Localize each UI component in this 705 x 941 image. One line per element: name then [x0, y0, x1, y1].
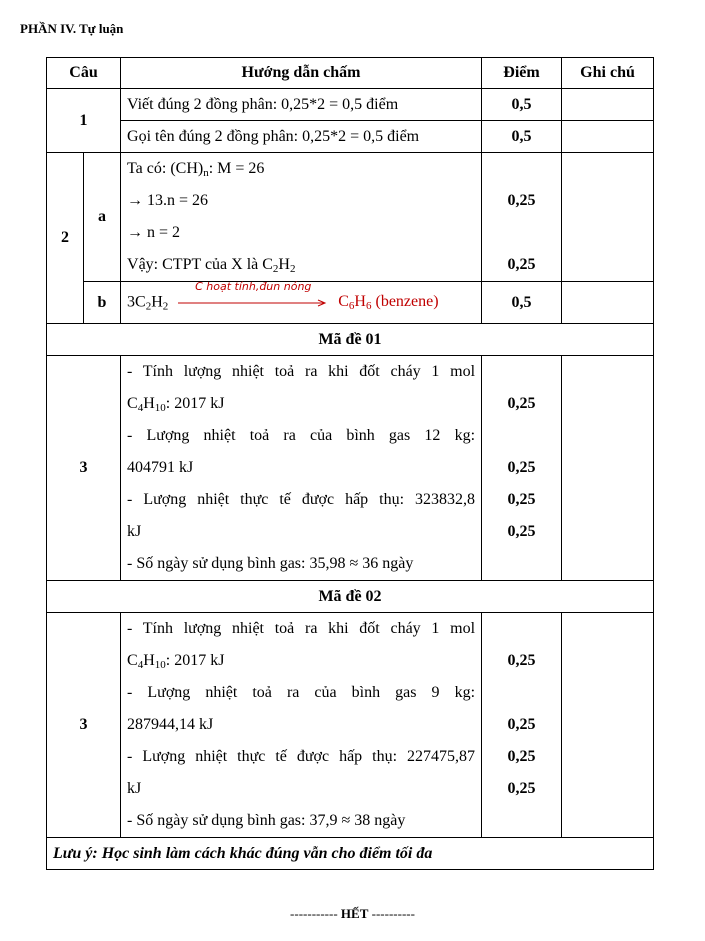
q1-row1-score: 0,5: [482, 89, 562, 121]
de01-line3: - Lượng nhiệt toả ra của bình gas 12 kg:: [127, 427, 476, 444]
q2a-line3: → n = 2: [127, 224, 181, 241]
grading-table: [46, 57, 654, 870]
q2-number: 2: [47, 153, 84, 324]
de02-content: [121, 613, 482, 838]
de02-score1: 0,25: [507, 652, 536, 669]
q2a-scores: [482, 153, 562, 282]
q2b-label: b: [84, 282, 121, 324]
header-ghi-chu: Ghi chú: [562, 58, 654, 89]
table-row: [47, 356, 654, 581]
q2b-score: 0,5: [482, 282, 562, 324]
note-text: Lưu ý: Học sinh làm cách khác đúng vẫn cho điểm tối đa: [47, 838, 654, 870]
q1-row1-text: Viết đúng 2 đồng phân: 0,25*2 = 0,5 điểm: [121, 89, 482, 121]
de01-score3: 0,25: [507, 491, 536, 508]
table-row: [47, 153, 654, 282]
de01-number: 3: [47, 356, 121, 581]
de02-line7: - Số ngày sử dụng bình gas: 37,9 ≈ 38 ngày: [127, 812, 406, 829]
table-row: [47, 121, 654, 153]
de02-line2: $C_4H_{10}$: 2017 kJ: [127, 652, 225, 671]
de02-number: 3: [47, 613, 121, 838]
de02-line4: 287944,14 kJ: [127, 716, 214, 733]
q2a-score1: 0,25: [507, 192, 536, 209]
de01-scores: [482, 356, 562, 581]
de01-content: [121, 356, 482, 581]
de01-line1: - Tính lượng nhiệt toả ra khi đốt cháy 1 mol: [127, 363, 476, 380]
header-cau: Câu: [47, 58, 121, 89]
reaction-product: $C_6H_6$ (benzene): [338, 293, 439, 313]
reaction-condition: C hoạt tính,đun nóng: [195, 279, 312, 293]
q2a-content: [121, 153, 482, 282]
de02-line1: - Tính lượng nhiệt toả ra khi đốt cháy 1 mol: [127, 620, 476, 637]
de01-line2: $C_4H_{10}$: 2017 kJ: [127, 395, 225, 414]
de02-scores: [482, 613, 562, 838]
table-header-row: [47, 58, 654, 89]
q1-row2-note: [562, 121, 654, 153]
de01-note: [562, 356, 654, 581]
de01-score1: 0,25: [507, 395, 536, 412]
q2b-equation: $3C_2H_2$ C hoạt tính,đun nóng $C_6H_6$ (benzene): [121, 282, 482, 324]
table-row: [47, 89, 654, 121]
de02-score3: 0,25: [507, 748, 536, 765]
de02-score4: 0,25: [507, 780, 536, 797]
de01-line5: - Lượng nhiệt thực tế được hấp thụ: 323832,8: [127, 491, 476, 508]
de01-title: Mã đề 01: [47, 324, 654, 356]
q2a-line4: Vậy: CTPT của X là $C_2H_2$: [127, 256, 296, 275]
q1-row2-score: 0,5: [482, 121, 562, 153]
q1-number: 1: [47, 89, 121, 153]
de02-score2: 0,25: [507, 716, 536, 733]
table-row: [47, 324, 654, 356]
q1-row1-note: [562, 89, 654, 121]
q2a-label: a: [84, 153, 121, 282]
q2a-score2: 0,25: [507, 256, 536, 273]
reaction-arrow-icon: [178, 279, 328, 313]
footer-end: ----------- HẾT ----------: [290, 906, 415, 921]
table-row: [47, 613, 654, 838]
de02-line3: - Lượng nhiệt toả ra của bình gas 9 kg:: [127, 684, 476, 701]
de02-note: [562, 613, 654, 838]
table-row: [47, 581, 654, 613]
de01-line7: - Số ngày sử dụng bình gas: 35,98 ≈ 36 ngày: [127, 555, 414, 572]
de02-line5: - Lượng nhiệt thực tế được hấp thụ: 227475,87: [127, 748, 476, 765]
de02-line6: kJ: [127, 780, 142, 797]
table-row: [47, 282, 654, 324]
q2a-line1: Ta có: $(CH)_n$: M = 26: [127, 160, 265, 179]
q2b-note: [562, 282, 654, 324]
header-diem: Điểm: [482, 58, 562, 89]
q2a-note: [562, 153, 654, 282]
q2a-line2: → 13.n = 26: [127, 192, 209, 209]
de01-score2: 0,25: [507, 459, 536, 476]
de02-title: Mã đề 02: [47, 581, 654, 613]
de01-line6: kJ: [127, 523, 142, 540]
de01-score4: 0,25: [507, 523, 536, 540]
de01-line4: 404791 kJ: [127, 459, 194, 476]
table-row: [47, 838, 654, 870]
q1-row2-text: Gọi tên đúng 2 đồng phân: 0,25*2 = 0,5 điểm: [121, 121, 482, 153]
header-huong-dan: Hướng dẫn chấm: [121, 58, 482, 89]
section-title: PHẦN IV. Tự luận: [20, 21, 124, 36]
